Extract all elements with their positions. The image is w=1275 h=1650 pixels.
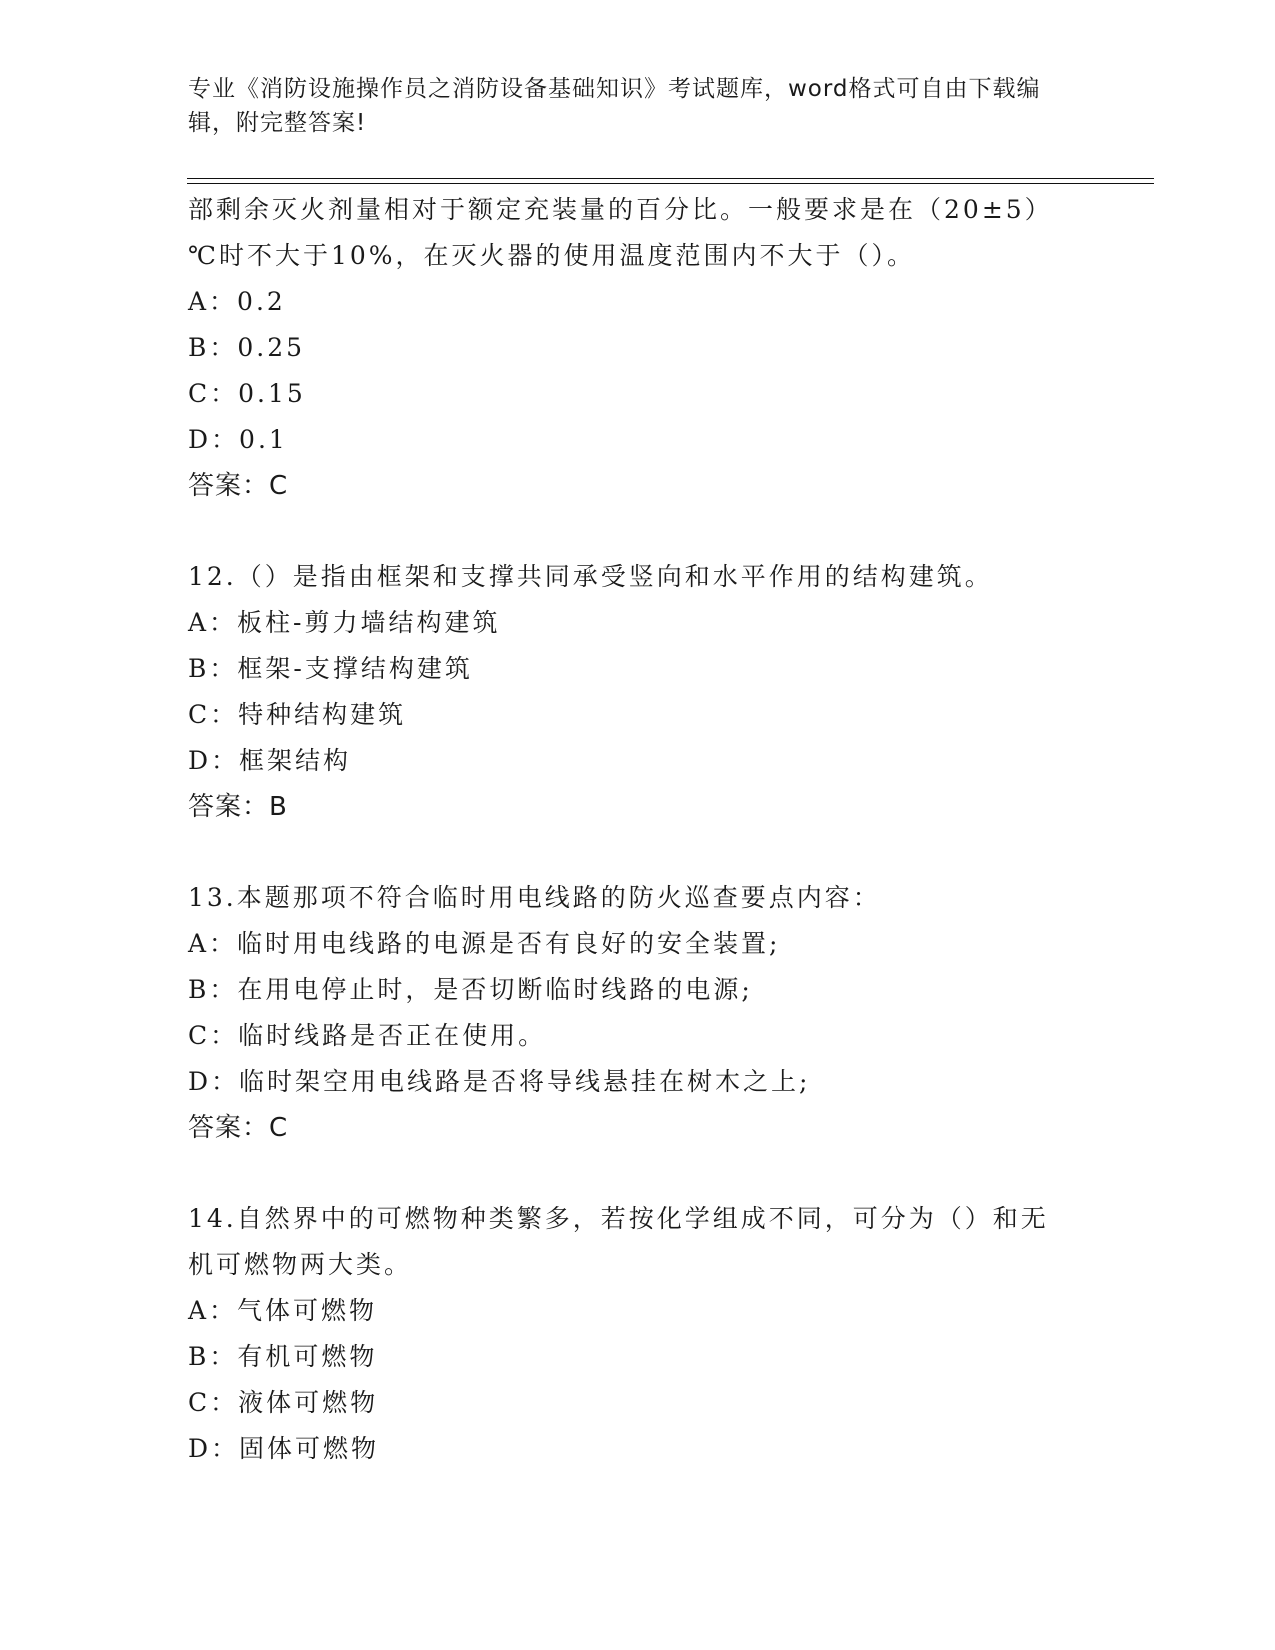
option-b: B：在用电停止时，是否切断临时线路的电源; — [188, 975, 753, 1004]
option-c: C：液体可燃物 — [188, 1388, 379, 1417]
option-d: D：临时架空用电线路是否将导线悬挂在树木之上; — [188, 1067, 811, 1096]
question-text-line: 13.本题那项不符合临时用电线路的防火巡查要点内容： — [188, 883, 881, 912]
question-text-line: 部剩余灭火剂量相对于额定充装量的百分比。一般要求是在（20±5） — [188, 195, 1053, 224]
header-divider-bottom — [187, 183, 1154, 184]
option-c: C：0.15 — [188, 379, 306, 408]
option-d: D：固体可燃物 — [188, 1434, 380, 1463]
answer-line: 答案：C — [188, 471, 289, 501]
option-d: D：0.1 — [188, 425, 288, 454]
option-c: C：临时线路是否正在使用。 — [188, 1021, 547, 1050]
question-list — [188, 187, 1088, 1472]
header-line-1: 专业《消防设施操作员之消防设备基础知识》考试题库，word格式可自由下载编 — [188, 76, 1041, 102]
question-12 — [188, 554, 1088, 830]
question-11 — [188, 187, 1088, 509]
question-text-line: ℃时不大于10%，在灭火器的使用温度范围内不大于（）。 — [188, 241, 916, 270]
option-a: A：气体可燃物 — [188, 1296, 378, 1325]
option-b: B：0.25 — [188, 333, 306, 362]
option-a: A：临时用电线路的电源是否有良好的安全装置; — [188, 929, 781, 958]
question-text-line: 机可燃物两大类。 — [188, 1250, 413, 1279]
header-line-2: 辑，附完整答案! — [188, 110, 367, 136]
option-a: A：板柱-剪力墙结构建筑 — [188, 608, 501, 637]
option-c: C：特种结构建筑 — [188, 700, 407, 729]
question-14 — [188, 1196, 1088, 1472]
option-a: A：0.2 — [188, 287, 286, 316]
question-text-line: 14.自然界中的可燃物种类繁多，若按化学组成不同，可分为（）和无 — [188, 1204, 1049, 1233]
option-d: D：框架结构 — [188, 746, 352, 775]
question-text-line: 12.（）是指由框架和支撑共同承受竖向和水平作用的结构建筑。 — [188, 562, 993, 591]
header-divider-top — [187, 178, 1154, 179]
document-header — [188, 72, 1068, 140]
option-b: B：有机可燃物 — [188, 1342, 378, 1371]
question-13 — [188, 875, 1088, 1151]
answer-line: 答案：C — [188, 1113, 289, 1143]
option-b: B：框架-支撑结构建筑 — [188, 654, 473, 683]
answer-line: 答案：B — [188, 792, 288, 822]
